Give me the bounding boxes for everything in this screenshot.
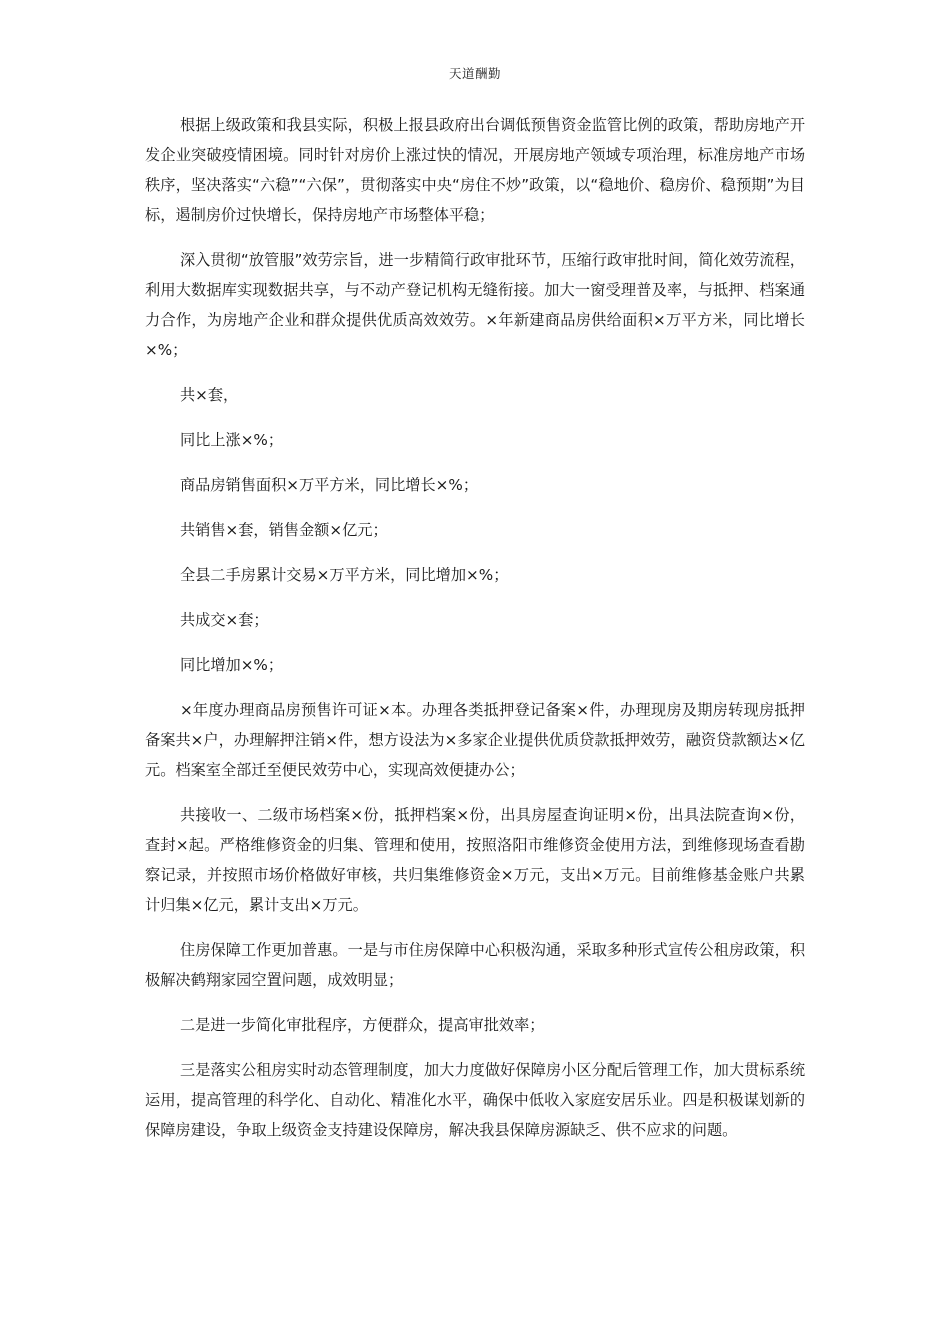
paragraph: 共×套， [179,386,239,404]
paragraph: 三是落实公租房实时动态管理制度，加大力度做好保障房小区分配后管理工作，加大贯标系统运用，提高管理的科学化、自动化、精准化水平，确保中低收入家庭安居乐业。四是积极谋划新的保障房建设，争取上级资金支持建设保障房，解决我县保障房源缺乏、供不应求的问题。 [145,1061,805,1139]
paragraph: 共接收一、二级市场档案×份，抵押档案×份，出具房屋查询证明×份，出具法院查询×份，查封×起。严格维修资金的归集、管理和使用，按照洛阳市维修资金使用方法，到维修现场查看勘察记录，并按照市场价格做好审核，共归集维修资金×万元，支出×万元。目前维修基金账户共累计归集×亿元，累计支出×万元。 [145,806,805,914]
paragraph: 二是进一步简化审批程序，方便群众，提高审批效率； [179,1016,545,1034]
document-body [145,110,805,1160]
paragraph: ×年度办理商品房预售许可证×本。办理各类抵押登记备案×件，办理现房及期房转现房抵押备案共×户，办理解押注销×件，想方设法为×多家企业提供优质贷款抵押效劳，融资贷款额达×亿元。档案室全部迁至便民效劳中心，实现高效便捷办公； [145,701,805,779]
paragraph: 住房保障工作更加普惠。一是与市住房保障中心积极沟通，采取多种形式宣传公租房政策，积极解决鹤翔家园空置问题，成效明显； [145,941,805,989]
paragraph: 共成交×套； [179,611,269,629]
paragraph: 同比增加×%； [179,656,284,674]
paragraph: 全县二手房累计交易×万平方米，同比增加×%； [179,566,509,584]
paragraph: 商品房销售面积×万平方米，同比增长×%； [179,476,479,494]
page-header: 天道酬勤 [448,66,501,81]
paragraph: 深入贯彻“放管服”效劳宗旨，进一步精简行政审批环节，压缩行政审批时间，简化效劳流程，利用大数据库实现数据共享，与不动产登记机构无缝衔接。加大一窗受理普及率，与抵押、档案通力合作，为房地产企业和群众提供优质高效效劳。×年新建商品房供给面积×万平方米，同比增长×%； [145,251,805,359]
paragraph: 同比上涨×%； [179,431,284,449]
paragraph: 共销售×套，销售金额×亿元； [179,521,388,539]
paragraph: 根据上级政策和我县实际，积极上报县政府出台调低预售资金监管比例的政策，帮助房地产开发企业突破疫情困境。同时针对房价上涨过快的情况，开展房地产领域专项治理，标准房地产市场秩序，坚决落实“六稳”“六保”，贯彻落实中央“房住不炒”政策，以“稳地价、稳房价、稳预期”为目标，遏制房价过快增长，保持房地产市场整体平稳； [145,116,805,224]
